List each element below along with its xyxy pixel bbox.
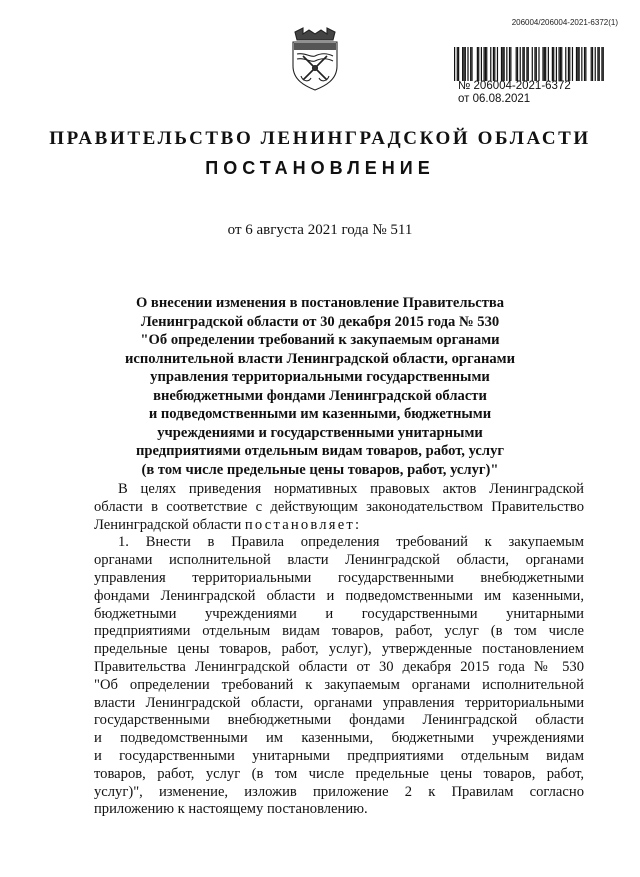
barcode-bar — [591, 47, 592, 81]
barcode-bar — [470, 47, 471, 81]
barcode-bar — [522, 47, 523, 81]
barcode-bar — [528, 47, 529, 81]
barcode-bar — [517, 47, 518, 81]
barcode-bar — [536, 47, 537, 81]
item-1-line: предельные цены товаров, работ, услуг), утвержденные постановлением — [94, 641, 584, 658]
barcode-bar — [553, 47, 554, 81]
barcode-bar — [467, 47, 468, 81]
barcode-bar — [532, 47, 533, 81]
item-1-line: Правительства Ленинградской области от 30 декабря 2015 года № 530 — [94, 658, 584, 675]
barcode-bar — [485, 47, 486, 81]
subject-line: "Об определении требований к закупаемым органами — [140, 332, 500, 348]
preamble-line-final — [94, 517, 584, 535]
barcode-bar — [599, 47, 600, 81]
preamble-action: постановляет: — [244, 516, 362, 533]
barcode-bar — [577, 47, 578, 81]
subject-line: управления территориальными государственными — [150, 369, 490, 385]
barcode-bar — [534, 47, 535, 81]
barcode-bar — [509, 47, 510, 81]
barcode-bar — [471, 47, 472, 81]
barcode-bar — [584, 47, 585, 81]
barcode-bar — [581, 47, 582, 81]
barcode-bar — [454, 47, 455, 81]
barcode-bar — [504, 47, 505, 81]
registration-block — [458, 80, 571, 106]
barcode-bar — [463, 47, 464, 81]
subject-line: учреждениями и государственными унитарными — [157, 424, 483, 441]
item-1-line: предприятиями отдельным видам товаров, работ, услуг (в том числе — [94, 623, 584, 640]
barcode-bar — [526, 47, 527, 81]
item-1-line: товаров, работ, услуг (в том числе предельные цены товаров, работ, — [94, 765, 584, 782]
barcode-bar — [462, 47, 463, 81]
barcode-bar — [565, 47, 566, 81]
top-reference: 206004/206004-2021-6372(1) — [511, 18, 618, 27]
barcode-bar — [568, 47, 569, 81]
barcode-bar — [561, 47, 562, 81]
barcode-bar — [481, 47, 482, 81]
barcode-bar — [510, 47, 511, 81]
registration-date: от 06.08.2021 — [458, 93, 531, 105]
government-title: ПРАВИТЕЛЬСТВО ЛЕНИНГРАДСКОЙ ОБЛАСТИ — [49, 128, 591, 149]
barcode-bar — [558, 47, 559, 81]
item-1-line: органами исполнительной власти Ленинградской области, органами — [94, 552, 584, 569]
barcode-bar — [597, 47, 598, 81]
item-1-line: 1. Внести в Правила определения требований к закупаемым — [118, 534, 584, 551]
barcode-bar — [502, 47, 503, 81]
subject-line: и подведомственными им казенными, бюджетными — [148, 406, 492, 422]
barcode-bar — [478, 47, 479, 81]
subject-line: Ленинградской области от 30 декабря 2015 года № 530 — [140, 313, 500, 330]
registration-number: № 206004-2021-6372 — [458, 80, 571, 92]
barcode-bar — [501, 47, 502, 81]
document-subject — [120, 294, 520, 479]
barcode-bar — [542, 47, 543, 81]
subject-line: предприятиями отдельным видам товаров, работ, услуг — [135, 443, 505, 459]
barcode-bar — [545, 47, 546, 81]
barcode-bar — [516, 47, 517, 81]
barcode-bar — [486, 47, 487, 81]
barcode-bar — [579, 47, 580, 81]
subject-line: внебюджетными фондами Ленинградской области — [153, 387, 487, 404]
item-1-line: "Об определении требований к закупаемым органами исполнительной — [94, 676, 584, 693]
barcode-bar — [592, 47, 593, 81]
item-1-line: фондами Ленинградской области и подведомственными им казенными, — [94, 587, 584, 604]
document-date-number: от 6 августа 2021 года № 511 — [227, 222, 413, 238]
barcode-bar — [490, 47, 491, 81]
preamble-line: области в соответствие с действующим законодательством Правительство — [94, 498, 584, 515]
barcode-bar — [556, 47, 557, 81]
item-1-line: управления территориальными государственными внебюджетными — [94, 569, 584, 586]
item-1-line: и государственными унитарными предприятиями отдельным видам — [94, 747, 584, 764]
barcode-bar — [520, 47, 521, 81]
barcode-bar — [569, 47, 570, 81]
barcode-bar — [457, 47, 458, 81]
subject-line: исполнительной власти Ленинградской области, органами — [125, 350, 515, 367]
coat-of-arms-emblem — [287, 26, 343, 92]
document-body — [94, 481, 584, 819]
barcode-bar — [477, 47, 478, 81]
subject-line: О внесении изменения в постановление Правительства — [135, 295, 505, 311]
barcode-bar — [552, 47, 553, 81]
item-1-line: и подведомственными им казенными, бюджетными учреждениями — [94, 730, 584, 747]
item-1-line: бюджетными учреждениями и государственными унитарными — [94, 605, 584, 622]
barcode-bar — [572, 47, 573, 81]
barcode-bar — [497, 47, 498, 81]
subject-line: (в том числе предельные цены товаров, работ, услуг)" — [141, 461, 499, 478]
barcode-bar — [494, 47, 495, 81]
preamble-line: В целях приведения нормативных правовых актов Ленинградской — [118, 481, 584, 497]
barcode-bar — [538, 47, 539, 81]
item-1-line: государственными внебюджетными фондами Ленинградской области — [94, 712, 584, 729]
document-type: ПОСТАНОВЛЕНИЕ — [205, 158, 435, 178]
barcode-image — [454, 47, 604, 81]
barcode-bar — [483, 47, 484, 81]
barcode-bar — [506, 47, 507, 81]
item-1-line: власти Ленинградской области, органами управления территориальными — [94, 694, 584, 711]
barcode-bar — [465, 47, 466, 81]
barcode-bar — [595, 47, 596, 81]
item-1-line: услуг)", изменение, изложив приложение 2 к Правилам согласно — [94, 783, 584, 800]
barcode-bar — [524, 47, 525, 81]
barcode-bar — [548, 47, 549, 81]
barcode-bar — [493, 47, 494, 81]
preamble-line-text: Ленинградской области — [94, 516, 242, 533]
barcode-bar — [601, 47, 602, 81]
barcode-bar — [603, 47, 604, 81]
item-1-line: приложению к настоящему постановлению. — [94, 801, 368, 818]
barcode-bar — [576, 47, 577, 81]
barcode-bar — [458, 47, 459, 81]
barcode-bar — [544, 47, 545, 81]
barcode-bar — [560, 47, 561, 81]
barcode-bar — [585, 47, 586, 81]
